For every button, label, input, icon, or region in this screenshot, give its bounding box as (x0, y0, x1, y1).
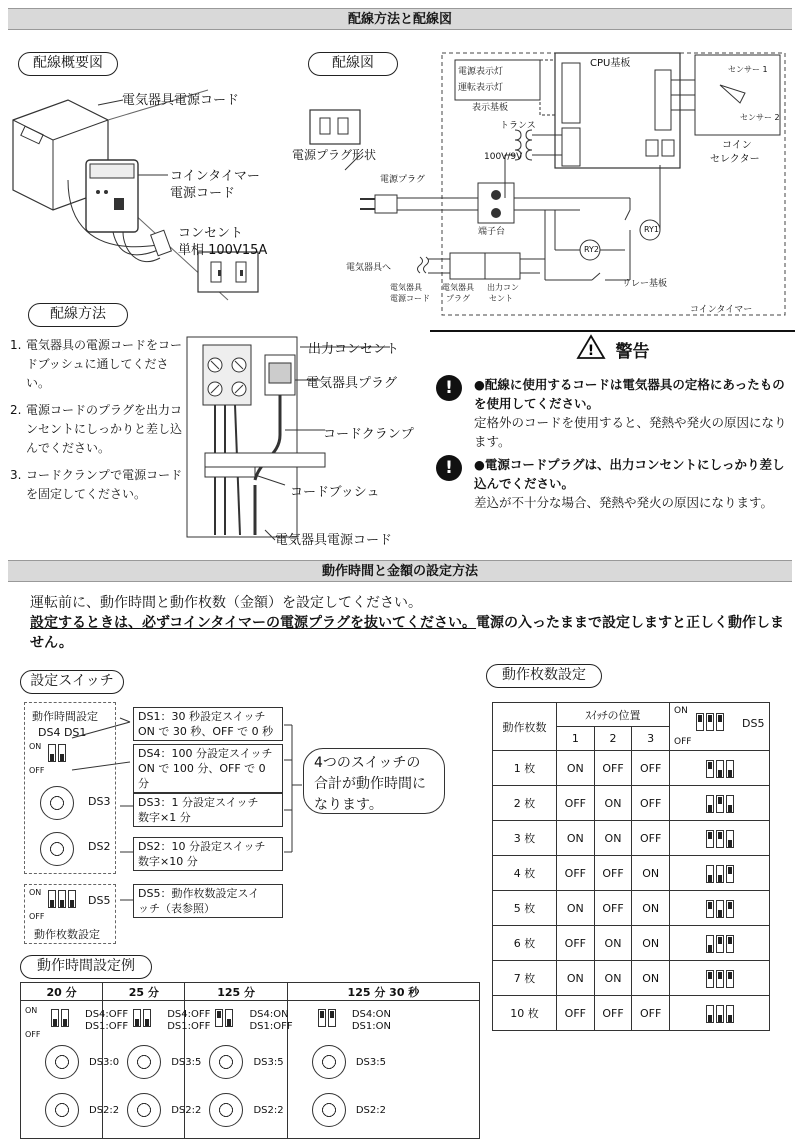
diagram-sensor-2: センサー 2 (740, 113, 780, 122)
qty-row: 5 枚 ON OFF ON (493, 891, 770, 926)
ds2-rotary-dial (40, 832, 74, 866)
qty-row: 3 枚 ON ON OFF (493, 821, 770, 856)
qty-row: 4 枚 OFF OFF ON (493, 856, 770, 891)
ds5-description: DS5：動作枚数設定スイ ッチ（表参照） (133, 884, 283, 918)
diagram-ry2: RY2 (584, 245, 600, 254)
diagram-output-2: セント (489, 294, 513, 303)
ds4-ds1-dip-switch (48, 744, 66, 762)
example-head: 20 分 (21, 983, 103, 1001)
off-label: OFF (29, 766, 45, 775)
switches-title: 設定スイッチ (20, 670, 124, 694)
warning-item: ! ●電源コードプラグは、出力コンセントにしっかり差し込んでください。 差込が不十分な場合、発熱や発火の原因になります。 (436, 455, 796, 512)
qty-row: 6 枚 OFF ON ON (493, 926, 770, 961)
method-appliance-cord: 電気器具電源コード (275, 533, 393, 548)
method-step: 3. コードクランプで電源コードを固定してください。 (10, 468, 183, 501)
example-cell: DS4:ON DS1:ON DS3:5 DS2:2 (287, 1001, 479, 1139)
off-label: OFF (29, 912, 45, 921)
section-time-title: 動作時間と金額の設定方法 (8, 560, 792, 582)
diagram-run-lamp: 運転表示灯 (458, 83, 504, 93)
qty-setting-label: 動作枚数設定 (34, 928, 100, 941)
method-step: 1. 電気器具の電源コードをコードブッシュに通してください。 (10, 338, 183, 390)
examples-table (20, 982, 480, 1139)
ds5-pattern (670, 996, 770, 1031)
ds5-pattern (670, 856, 770, 891)
section-wiring-title: 配線方法と配線図 (8, 8, 792, 30)
diagram-cpu-board: CPU基板 (590, 58, 631, 69)
qty-table: 動作枚数 ｽｲｯﾁの位置 ON OFF DS5 1 2 3 1 枚 ON OFF OFF 2 枚 OFF ON OFF 3 枚 ON ON OFF 4 枚 OFF OFF ON 5 枚 ON OFF ON 6 枚 OFF ON ON 7 枚 ON ON ON 10 枚 OFF OFF OFF (492, 702, 770, 1031)
ds4-description: DS4：100 分設定スイッチ ON で 100 分、OFF で 0 分 (133, 744, 283, 793)
method-appliance-plug: 電気器具プラグ (306, 376, 398, 391)
caution-icon: ! (436, 375, 462, 401)
qty-row: 1 枚 ON OFF OFF (493, 751, 770, 786)
sum-note-bubble: 4つのスイッチの合計が動作時間になります。 (303, 748, 445, 814)
warning-item: ! ●配線に使用するコードは電気器具の定格にあったものを使用してください。 定格外のコードを使用すると、発熱や発火の原因になります。 (436, 375, 796, 451)
overview-timer-cord-1: コインタイマー (170, 169, 260, 184)
ds5-pattern (670, 786, 770, 821)
qty-row: 10 枚 OFF OFF OFF (493, 996, 770, 1031)
example-head: 125 分 30 秒 (287, 983, 479, 1001)
diagram-to-appliance: 電気器具へ (346, 263, 392, 273)
diagram-appliance-plug-1: 電気器具 (442, 283, 474, 292)
ds3-label: DS3 (88, 795, 111, 808)
col-count: 動作枚数 (493, 703, 557, 751)
qty-table-title: 動作枚数設定 (486, 664, 602, 688)
on-label: ON (29, 742, 42, 751)
diagram-terminal: 端子台 (478, 227, 506, 237)
diagram-power-plug: 電源プラグ (380, 175, 426, 185)
diagram-title: 配線図 (308, 52, 398, 76)
method-output-outlet: 出力コンセント (308, 342, 400, 357)
diagram-display-board: 表示基板 (472, 103, 509, 113)
diagram-coin-2: セレクター (710, 154, 760, 165)
warning-title: 警告 (615, 342, 650, 362)
ds5-pattern (670, 821, 770, 856)
method-cord-clamp: コードクランプ (323, 427, 414, 442)
diagram-coin-timer: コインタイマー (690, 305, 753, 315)
example-cell: ON OFF DS4:OFF DS1:OFF DS3:0 DS2:2 (21, 1001, 103, 1139)
diagram-appliance-cord-2: 電源コード (390, 294, 430, 303)
diagram-sensor-1: センサー 1 (728, 65, 768, 74)
svg-text:!: ! (587, 343, 594, 359)
diagram-relay-board: リレー基板 (622, 279, 668, 289)
intro-text: 運転前に、動作時間と動作枚数（金額）を設定してください。 設定するときは、必ずコインタイマーの電源プラグを抜いてください。電源の入ったままで設定しますと正しく動作しません。 (30, 595, 785, 651)
overview-timer-cord-2: 電源コード (170, 186, 236, 201)
warning-triangle-icon (576, 334, 606, 370)
qty-row: 7 枚 ON ON ON (493, 961, 770, 996)
diagram-appliance-cord-1: 電気器具 (390, 283, 422, 292)
example-head: 125 分 (185, 983, 287, 1001)
ds5-pattern (670, 751, 770, 786)
ds3-description: DS3：1 分設定スイッチ 数字×1 分 (133, 793, 283, 827)
col-position: ｽｲｯﾁの位置 (557, 703, 670, 727)
diagram-appliance-plug-2: プラグ (446, 294, 470, 303)
ds5-pattern (670, 891, 770, 926)
method-title: 配線方法 (28, 303, 128, 327)
diagram-power-lamp: 電源表示灯 (458, 67, 504, 77)
method-cord-bush: コードブッシュ (290, 485, 380, 500)
warning-rule (430, 330, 795, 332)
example-head: 25 分 (103, 983, 185, 1001)
on-label: ON (29, 888, 42, 897)
ds3-rotary-dial (40, 786, 74, 820)
diagram-coin-1: コイン (722, 140, 752, 151)
overview-outlet-1: コンセント (178, 226, 244, 241)
example-cell: DS4:OFF DS1:OFF DS3:5 DS2:2 (103, 1001, 185, 1139)
diagram-plug-shape: 電源プラグ形状 (292, 148, 377, 162)
caution-icon: ! (436, 455, 462, 481)
example-cell: DS4:ON DS1:OFF DS3:5 DS2:2 (185, 1001, 287, 1139)
ds5-label: DS5 (88, 894, 111, 907)
warning-header (430, 334, 795, 364)
overview-appliance-cord: 電気器具電源コード (122, 93, 240, 108)
diagram-transformer-v: 100V/9V (484, 152, 523, 162)
diagram-output-1: 出力コン (487, 283, 519, 292)
diagram-ry1: RY1 (644, 225, 660, 234)
overview-title: 配線概要図 (18, 52, 118, 76)
ds1-description: DS1：30 秒設定スイッチ ON で 30 秒、OFF で 0 秒 (133, 707, 283, 741)
qty-row: 2 枚 OFF ON OFF (493, 786, 770, 821)
ds5-pattern (670, 926, 770, 961)
ds2-label: DS2 (88, 840, 111, 853)
overview-illustration (8, 80, 293, 310)
overview-outlet-2: 単相 100V15A (178, 243, 268, 258)
examples-title: 動作時間設定例 (20, 955, 152, 979)
ds5-pattern (670, 961, 770, 996)
wiring-schematic (300, 45, 792, 320)
ds4ds1-label: DS4 DS1 (38, 726, 87, 739)
ds2-description: DS2：10 分設定スイッチ 数字×10 分 (133, 837, 283, 871)
time-setting-label: 動作時間設定 (32, 710, 98, 723)
diagram-transformer: トランス (500, 121, 536, 131)
ds5-header: ON OFF DS5 (670, 703, 770, 751)
method-step: 2. 電源コードのプラグを出力コンセントにしっかりと差し込んでください。 (10, 403, 183, 455)
method-steps (10, 336, 185, 512)
